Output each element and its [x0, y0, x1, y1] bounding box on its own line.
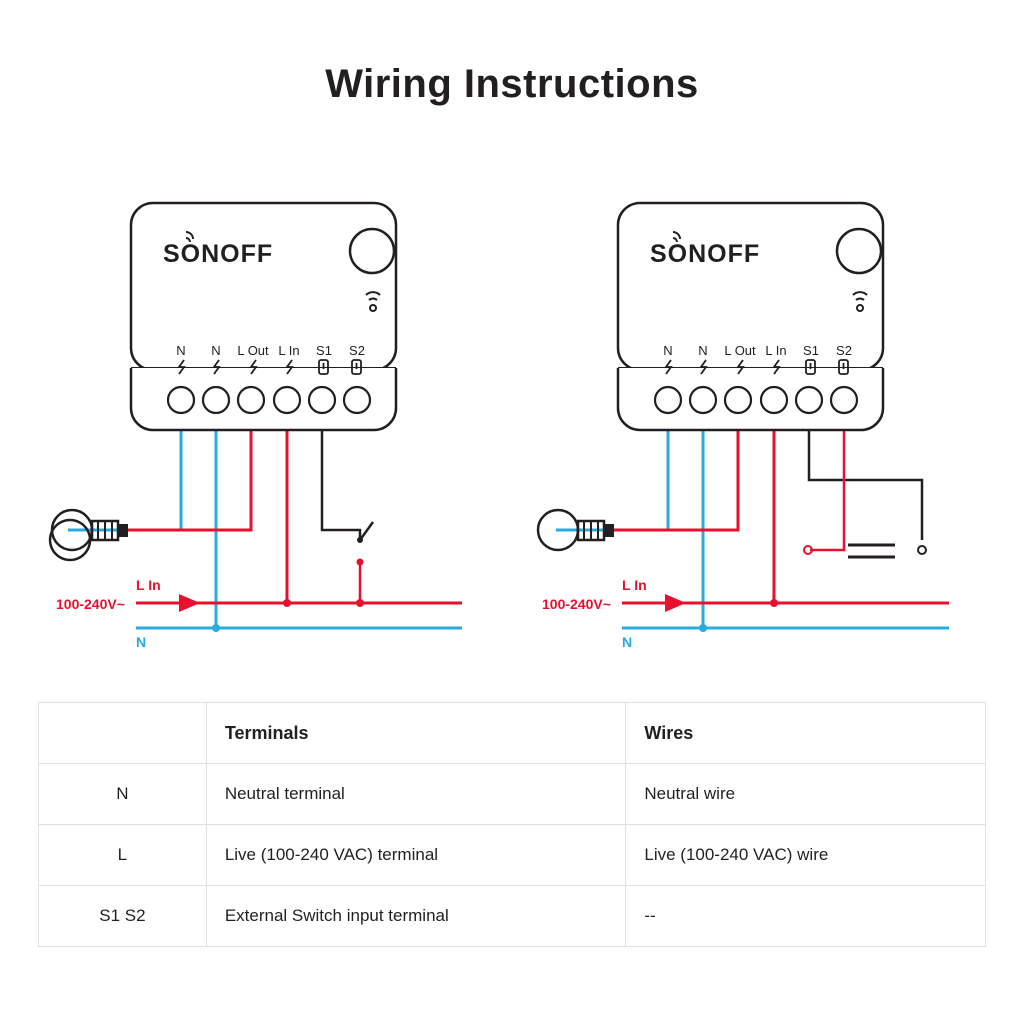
svg-text:N: N	[622, 634, 633, 650]
row-terminals-desc: Neutral terminal	[206, 764, 626, 825]
row-terminal: L	[39, 825, 207, 886]
svg-text:S1: S1	[316, 343, 332, 358]
row-terminals-desc: External Switch input terminal	[206, 886, 626, 947]
row-wires-desc: Live (100-240 VAC) wire	[626, 825, 986, 886]
left-wiring-group	[50, 203, 462, 650]
svg-text:N: N	[211, 343, 221, 358]
right-wiring-group	[538, 203, 949, 650]
svg-text:L In: L In	[136, 577, 161, 593]
table-row	[39, 886, 986, 947]
svg-text:SONOFF: SONOFF	[163, 240, 274, 268]
table-header-wires: Wires	[626, 703, 986, 764]
table-row	[39, 764, 986, 825]
row-terminal: S1 S2	[39, 886, 207, 947]
wiring-diagram	[0, 150, 1024, 690]
row-wires-desc: --	[626, 886, 986, 947]
svg-text:S1: S1	[803, 343, 819, 358]
row-terminals-desc: Live (100-240 VAC) terminal	[206, 825, 626, 886]
svg-text:L Out: L Out	[237, 343, 269, 358]
svg-text:S2: S2	[836, 343, 852, 358]
table-row	[39, 825, 986, 886]
svg-text:N: N	[698, 343, 708, 358]
row-wires-desc: Neutral wire	[626, 764, 986, 825]
svg-text:100-240V~: 100-240V~	[56, 596, 125, 612]
svg-text:S2: S2	[349, 343, 365, 358]
row-terminal: N	[39, 764, 207, 825]
table-header-blank	[39, 703, 207, 764]
svg-text:100-240V~: 100-240V~	[542, 596, 611, 612]
table-header-terminals: Terminals	[206, 703, 626, 764]
terminals-table	[38, 702, 986, 947]
svg-text:N: N	[176, 343, 186, 358]
page-title: Wiring Instructions	[325, 62, 699, 106]
svg-text:L Out: L Out	[724, 343, 756, 358]
svg-text:L In: L In	[622, 577, 647, 593]
svg-text:N: N	[663, 343, 673, 358]
table-header-row	[39, 703, 986, 764]
svg-text:L In: L In	[765, 343, 787, 358]
lamp-icon-left	[50, 510, 180, 560]
svg-text:SONOFF: SONOFF	[650, 240, 761, 268]
svg-text:L In: L In	[278, 343, 300, 358]
svg-text:N: N	[136, 634, 147, 650]
